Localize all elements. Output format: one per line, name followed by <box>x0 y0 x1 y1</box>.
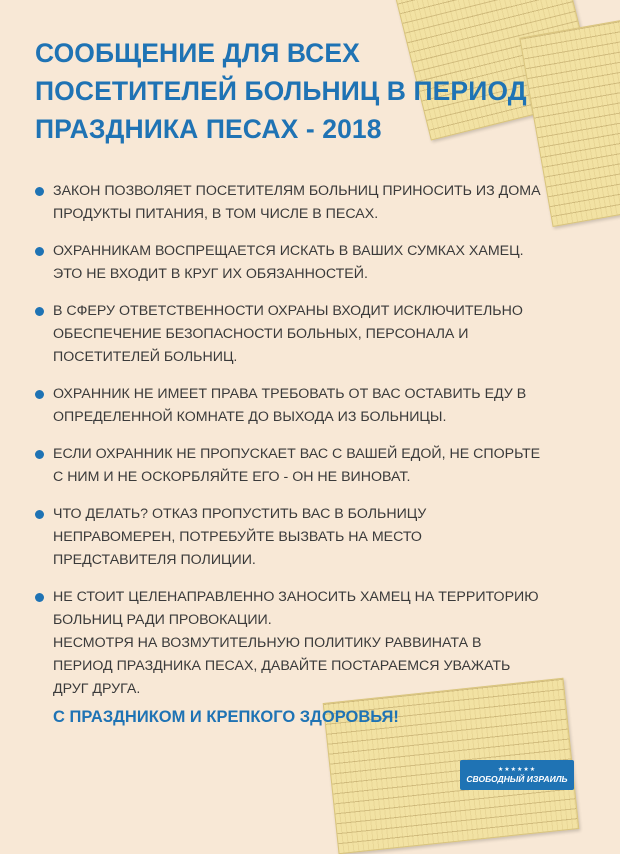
list-item <box>35 240 595 286</box>
list-item-text: ЗАКОН ПОЗВОЛЯЕТ ПОСЕТИТЕЛЯМ БОЛЬНИЦ ПРИНОСИТЬ ИЗ ДОМА <box>53 183 541 199</box>
page-title <box>35 34 595 148</box>
list-item-text: ПРОДУКТЫ ПИТАНИЯ, В ТОМ ЧИСЛЕ В ПЕСАХ. <box>53 206 379 222</box>
list-item-text: ОПРЕДЕЛЕННОЙ КОМНАТЕ ДО ВЫХОДА ИЗ БОЛЬНИЦЫ. <box>53 409 447 425</box>
logo <box>460 760 574 790</box>
bullet-icon <box>35 450 44 459</box>
greeting: С ПРАЗДНИКОМ И КРЕПКОГО ЗДОРОВЬЯ! <box>53 708 399 726</box>
list-item-text: В СФЕРУ ОТВЕТСТВЕННОСТИ ОХРАНЫ ВХОДИТ ИСКЛЮЧИТЕЛЬНО <box>53 303 523 319</box>
list-item-text: ЕСЛИ ОХРАННИК НЕ ПРОПУСКАЕТ ВАС С ВАШЕЙ ЕДОЙ, НЕ СПОРЬТЕ <box>53 446 541 462</box>
title-line: ПОСЕТИТЕЛЕЙ БОЛЬНИЦ В ПЕРИОД <box>35 76 527 106</box>
list-item-text: НЕПРАВОМЕРЕН, ПОТРЕБУЙТЕ ВЫЗВАТЬ НА МЕСТО <box>53 529 422 545</box>
bullet-icon <box>35 307 44 316</box>
bullet-icon <box>35 390 44 399</box>
list-item <box>35 383 595 429</box>
title-line: СООБЩЕНИЕ ДЛЯ ВСЕХ <box>35 38 360 68</box>
title-line: ПРАЗДНИКА ПЕСАХ - 2018 <box>35 114 382 144</box>
list-item-text: ЧТО ДЕЛАТЬ? ОТКАЗ ПРОПУСТИТЬ ВАС В БОЛЬНИЦУ <box>53 506 427 522</box>
list-item <box>35 586 595 701</box>
bullet-icon <box>35 187 44 196</box>
list-item <box>35 443 595 489</box>
list-item-text: НЕСМОТРЯ НА ВОЗМУТИТЕЛЬНУЮ ПОЛИТИКУ РАВВИНАТА В <box>53 635 482 651</box>
list-item-text: ДРУГ ДРУГА. <box>53 681 141 697</box>
list-item-text: ПРЕДСТАВИТЕЛЯ ПОЛИЦИИ. <box>53 552 256 568</box>
list-item <box>35 180 595 226</box>
list-item-text: ОХРАННИК НЕ ИМЕЕТ ПРАВА ТРЕБОВАТЬ ОТ ВАС ОСТАВИТЬ ЕДУ В <box>53 386 527 402</box>
bullet-icon <box>35 593 44 602</box>
bullet-icon <box>35 247 44 256</box>
list-item-text: С НИМ И НЕ ОСКОРБЛЯЙТЕ ЕГО - ОН НЕ ВИНОВАТ. <box>53 469 411 485</box>
list-item-text: ПЕРИОД ПРАЗДНИКА ПЕСАХ, ДАВАЙТЕ ПОСТАРАЕМСЯ УВАЖАТЬ <box>53 658 511 674</box>
logo-text: СВОБОДНЫЙ ИЗРАИЛЬ <box>466 773 568 784</box>
stars-icon: ★★★★★★ <box>497 766 537 773</box>
list-item <box>35 503 595 572</box>
list-item-text: БОЛЬНИЦ РАДИ ПРОВОКАЦИИ. <box>53 612 272 628</box>
list-item-text: ОБЕСПЕЧЕНИЕ БЕЗОПАСНОСТИ БОЛЬНЫХ, ПЕРСОНАЛА И <box>53 326 469 342</box>
list-item-text: ЭТО НЕ ВХОДИТ В КРУГ ИХ ОБЯЗАННОСТЕЙ. <box>53 266 368 282</box>
message-list <box>35 180 595 715</box>
list-item-text: ОХРАННИКАМ ВОСПРЕЩАЕТСЯ ИСКАТЬ В ВАШИХ СУМКАХ ХАМЕЦ. <box>53 243 524 259</box>
list-item <box>35 300 595 369</box>
list-item-text: ПОСЕТИТЕЛЕЙ БОЛЬНИЦ. <box>53 349 238 365</box>
list-item-text: НЕ СТОИТ ЦЕЛЕНАПРАВЛЕННО ЗАНОСИТЬ ХАМЕЦ НА ТЕРРИТОРИЮ <box>53 589 539 605</box>
bullet-icon <box>35 510 44 519</box>
